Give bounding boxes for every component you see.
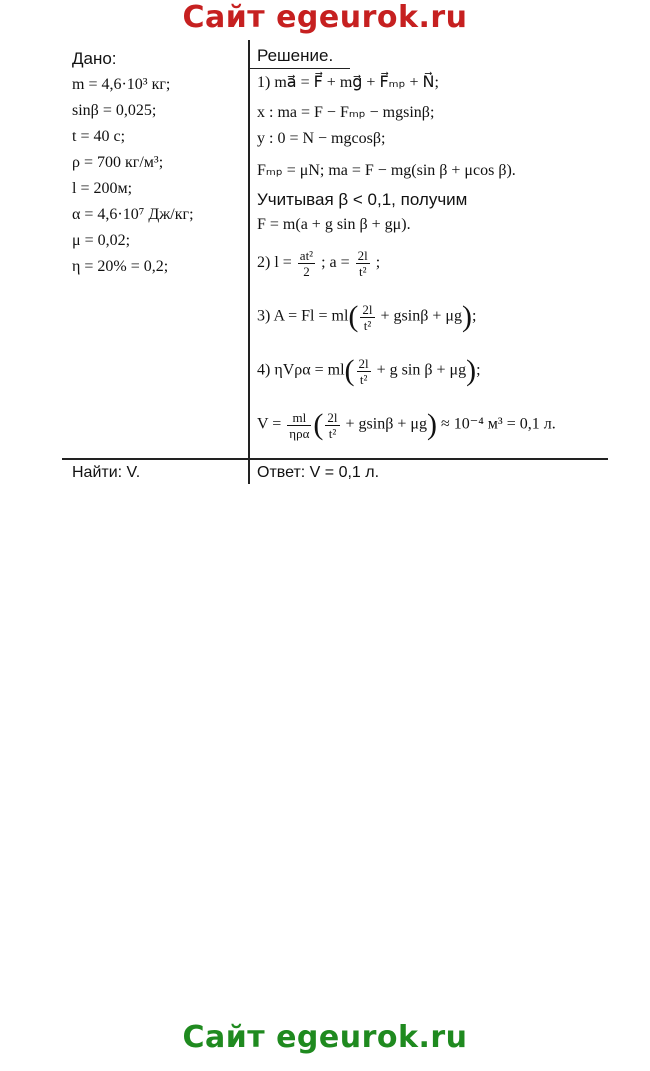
given-item: sinβ = 0,025; bbox=[72, 102, 157, 119]
fraction bbox=[287, 410, 311, 441]
fraction-denominator: 2 bbox=[303, 264, 310, 279]
l2-prefix: 2) l = bbox=[257, 254, 292, 272]
solution-line-x: x : ma = F − Fₘₚ − mgsinβ; bbox=[257, 104, 435, 121]
given-item: η = 20% = 0,2; bbox=[72, 258, 169, 275]
fraction-denominator: t² bbox=[358, 264, 367, 279]
fraction bbox=[360, 302, 374, 333]
l2-mid: ; a = bbox=[321, 254, 350, 272]
given-item: α = 4,6·10⁷ Дж/кг; bbox=[72, 206, 194, 223]
fraction-numerator: at² bbox=[299, 248, 314, 263]
l4-suffix: + g sin β + μg bbox=[376, 361, 467, 379]
fraction-numerator: 2l bbox=[362, 301, 373, 317]
solution-line-force: F = m(a + g sin β + gμ). bbox=[257, 216, 411, 233]
paren-close: ) bbox=[466, 354, 477, 387]
paren-open: ( bbox=[348, 300, 359, 333]
l5-result: ≈ 10⁻⁴ м³ = 0,1 л. bbox=[440, 415, 556, 433]
l4-end: ; bbox=[476, 361, 481, 379]
solution-line-4 bbox=[257, 354, 481, 388]
l2-suffix: ; bbox=[375, 254, 381, 272]
l3-end: ; bbox=[471, 307, 477, 325]
solution-heading: Решение. bbox=[257, 46, 334, 65]
l5-suffix: + gsinβ + μg bbox=[345, 415, 427, 433]
l3-suffix: + gsinβ + μg bbox=[380, 307, 462, 325]
answer-label: Ответ: V = 0,1 л. bbox=[257, 464, 380, 481]
fraction-denominator: t² bbox=[363, 317, 372, 333]
solution-line-1: 1) ma⃗ = F⃗ + mg⃗ + F⃗ₘₚ + N⃗; bbox=[257, 74, 439, 91]
fraction-denominator: t² bbox=[359, 371, 368, 387]
fraction bbox=[298, 248, 315, 279]
solution-line-y: y : 0 = N − mgcosβ; bbox=[257, 130, 386, 147]
paren-open: ( bbox=[313, 408, 324, 441]
solution-line-2 bbox=[257, 248, 380, 279]
fraction bbox=[325, 410, 339, 441]
fraction-numerator: 2l bbox=[358, 355, 369, 371]
solution-line-3 bbox=[257, 300, 476, 334]
l4-prefix: 4) ηVρα = ml bbox=[257, 361, 345, 379]
solution-line-note: Учитывая β < 0,1, получим bbox=[257, 190, 468, 209]
fraction-denominator: ηρα bbox=[289, 425, 310, 441]
solution-line-5 bbox=[257, 408, 556, 442]
given-item: m = 4,6·10³ кг; bbox=[72, 76, 171, 93]
fraction-denominator: t² bbox=[328, 425, 337, 441]
find-label: Найти: V. bbox=[72, 464, 141, 481]
solution-line-friction: Fₘₚ = μN; ma = F − mg(sin β + μcos β). bbox=[257, 162, 516, 179]
fraction-numerator: 2l bbox=[357, 248, 368, 263]
paren-open: ( bbox=[344, 354, 355, 387]
fraction-numerator: 2l bbox=[327, 409, 338, 425]
given-item: l = 200м; bbox=[72, 180, 133, 197]
fraction-numerator: ml bbox=[287, 410, 311, 426]
fraction bbox=[356, 248, 370, 279]
site-watermark-bottom: Сайт egeurok.ru bbox=[182, 1020, 468, 1055]
paren-close: ) bbox=[461, 300, 472, 333]
l3-prefix: 3) A = Fl = ml bbox=[257, 307, 349, 325]
given-item: μ = 0,02; bbox=[72, 232, 131, 249]
fraction bbox=[357, 356, 371, 387]
given-item: ρ = 700 кг/м³; bbox=[72, 154, 164, 171]
given-section bbox=[72, 46, 242, 280]
answer-divider bbox=[62, 458, 608, 460]
paren-close: ) bbox=[426, 408, 437, 441]
solution-heading-rule bbox=[250, 68, 350, 69]
column-divider bbox=[248, 40, 250, 484]
site-watermark-top: Сайт egeurok.ru bbox=[182, 0, 468, 35]
given-heading: Дано: bbox=[72, 49, 117, 68]
l5-prefix: V = bbox=[257, 415, 282, 433]
given-item: t = 40 с; bbox=[72, 128, 126, 145]
